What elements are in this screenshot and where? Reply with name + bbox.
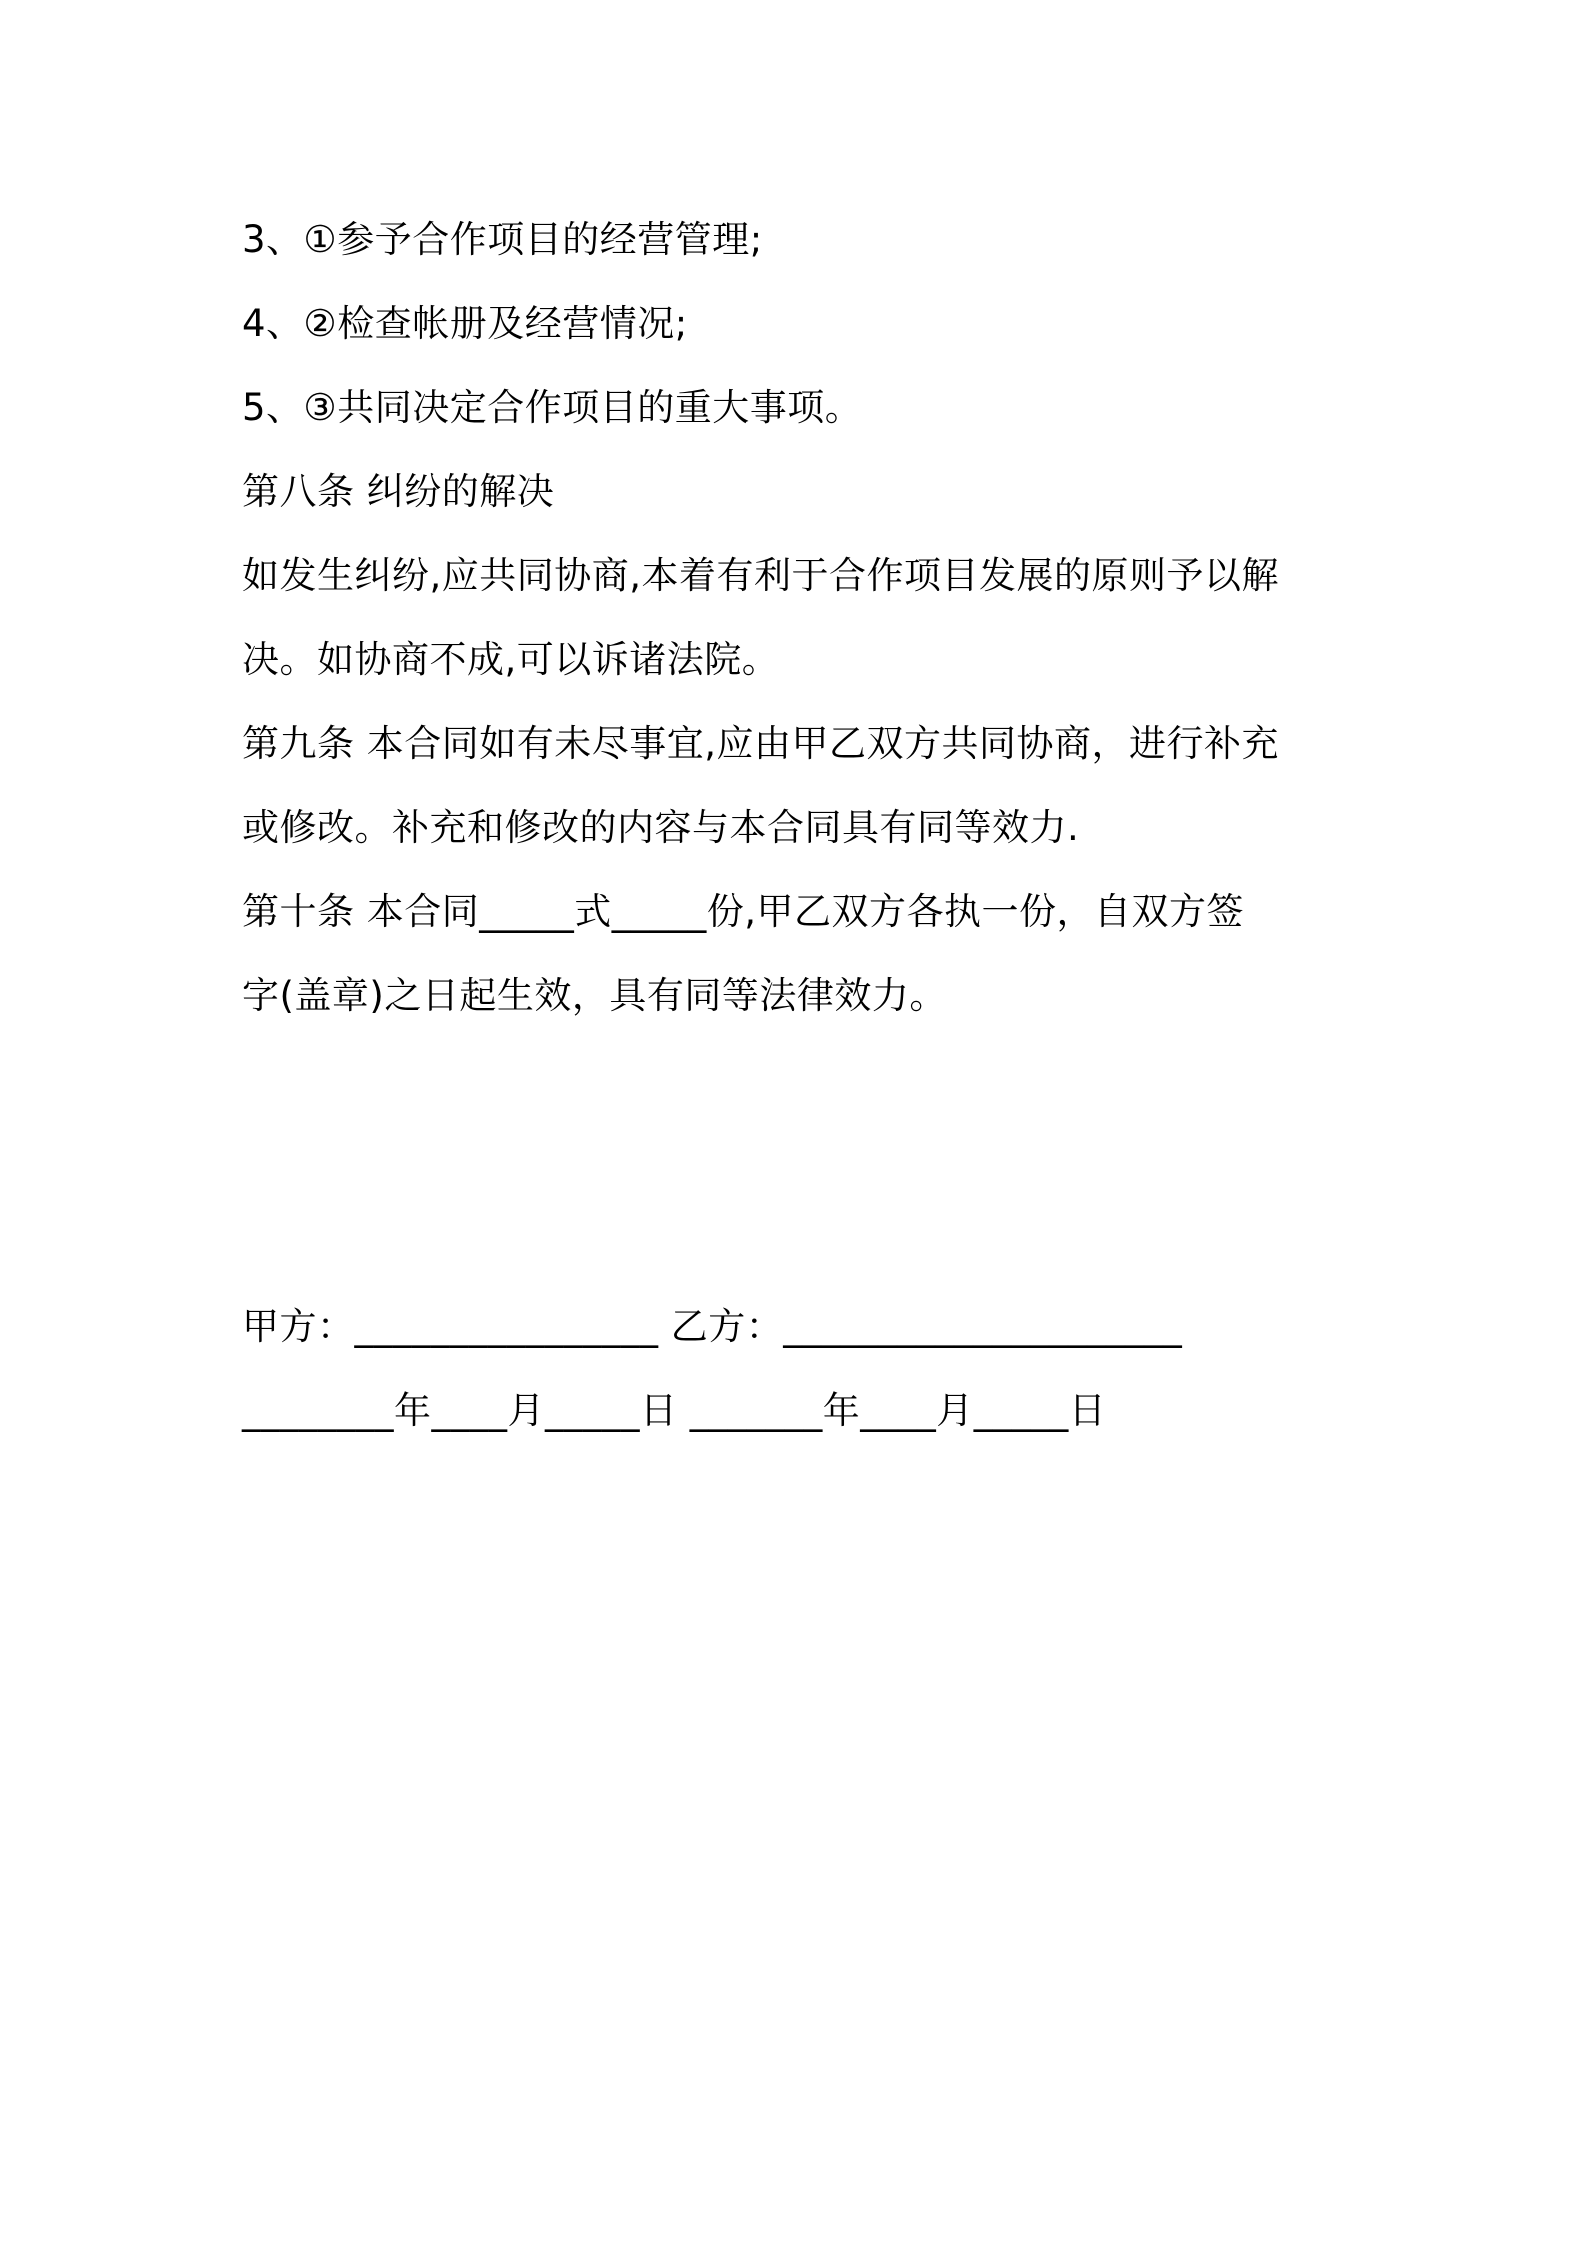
clause-item-3: 3、①参予合作项目的经营管理; — [242, 218, 763, 261]
signature-dates-line: ________年____月_____日 _______年____月_____日 — [242, 1389, 1107, 1432]
article-10-line-2: 字(盖章)之日起生效，具有同等法律效力。 — [242, 974, 947, 1017]
article-8-text-line-2: 决。如协商不成,可以诉诸法院。 — [242, 638, 780, 681]
article-8-text-line-1: 如发生纠纷,应共同协商,本着有利于合作项目发展的原则予以解 — [242, 554, 1280, 597]
signature-block — [242, 1285, 1362, 1453]
article-8-heading: 第八条 纠纷的解决 — [242, 470, 555, 513]
contract-body — [242, 198, 1362, 1038]
article-9-line-1: 第九条 本合同如有未尽事宜,应由甲乙双方共同协商，进行补充 — [242, 722, 1280, 765]
article-10-line-1: 第十条 本合同_____式_____份,甲乙双方各执一份，自双方签 — [242, 890, 1245, 933]
article-9-line-2: 或修改。补充和修改的内容与本合同具有同等效力. — [242, 806, 1080, 849]
clause-item-4: 4、②检查帐册及经营情况; — [242, 302, 688, 345]
signature-parties-line: 甲方：________________ 乙方：_____________________ — [242, 1305, 1183, 1348]
clause-item-5: 5、③共同决定合作项目的重大事项。 — [242, 386, 863, 429]
